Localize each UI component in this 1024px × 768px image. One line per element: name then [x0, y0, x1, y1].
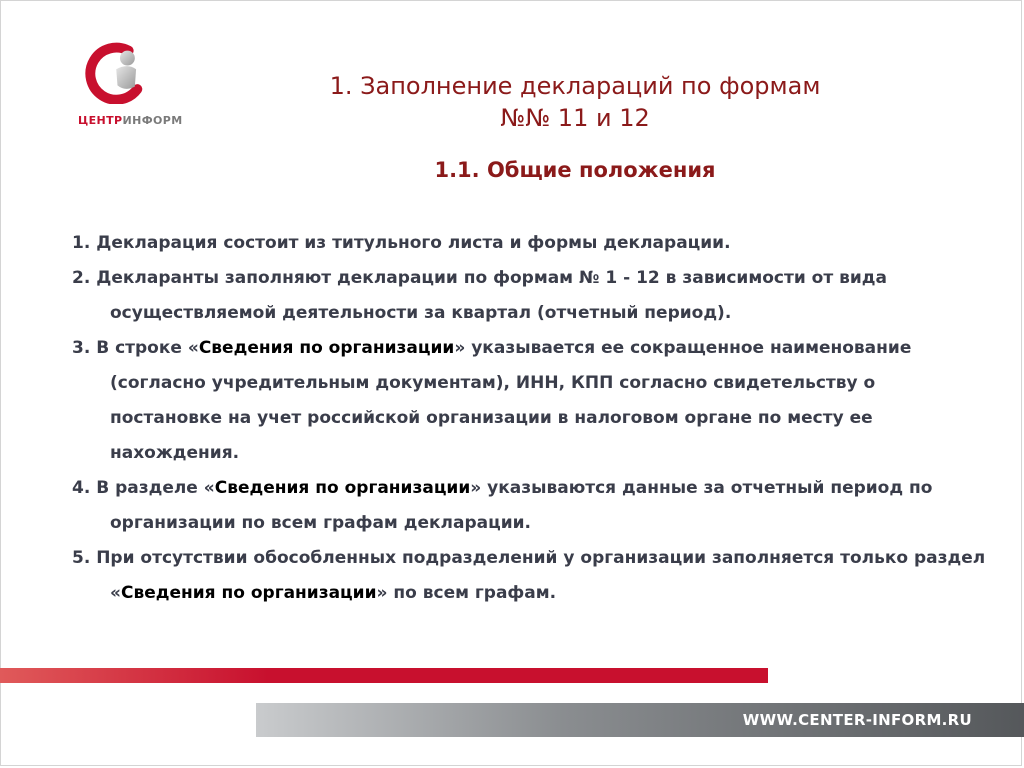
item-text-before: 4. В разделе « — [72, 478, 215, 498]
item-text: 1. Декларация состоит из титульного листа и формы декларации. — [72, 233, 731, 253]
item-emphasis: Сведения по организации — [120, 583, 377, 603]
provisions-list — [72, 226, 992, 611]
page-title — [230, 70, 920, 134]
website-link[interactable]: WWW.CENTER-INFORM.RU — [742, 711, 972, 729]
logo-text-part1: ЦЕНТР — [78, 114, 123, 127]
title-line-2: №№ 11 и 12 — [500, 104, 650, 132]
title-line-1: 1. Заполнение деклараций по формам — [329, 72, 821, 100]
logo-text — [78, 114, 183, 127]
list-item — [72, 226, 992, 261]
item-text-after: » по всем графам. — [376, 583, 557, 603]
item-text: 2. Декларанты заполняют декларации по формам № 1 - 12 в зависимости от вида осуществляемой деятельности за квартал (отчетный период). — [72, 268, 888, 323]
list-item — [72, 261, 992, 331]
section-subtitle: 1.1. Общие положения — [434, 158, 716, 182]
item-text-after: » указываются данные за отчетный период по организации по всем графам декларации. — [110, 478, 933, 533]
list-item — [72, 541, 992, 611]
item-text-after: » указывается ее сокращенное наименование (согласно учредительным документам), ИНН, КПП согласно свидетельству о постановке на учет российской организации в налоговом органе по месту ее нахождения. — [110, 338, 912, 463]
item-text-before: 5. При отсутствии обособленных подразделений у организации заполняется только раздел « — [72, 548, 986, 603]
logo — [78, 42, 183, 134]
list-item — [72, 471, 992, 541]
list-item — [72, 331, 992, 471]
footer-bar — [256, 703, 1024, 737]
logo-icon — [84, 42, 146, 104]
red-divider-bar — [0, 668, 768, 683]
item-text-before: 3. В строке « — [72, 338, 199, 358]
item-emphasis: Сведения по организации — [198, 338, 455, 358]
item-emphasis: Сведения по организации — [214, 478, 471, 498]
logo-text-part2: ИНФОРМ — [122, 114, 183, 127]
